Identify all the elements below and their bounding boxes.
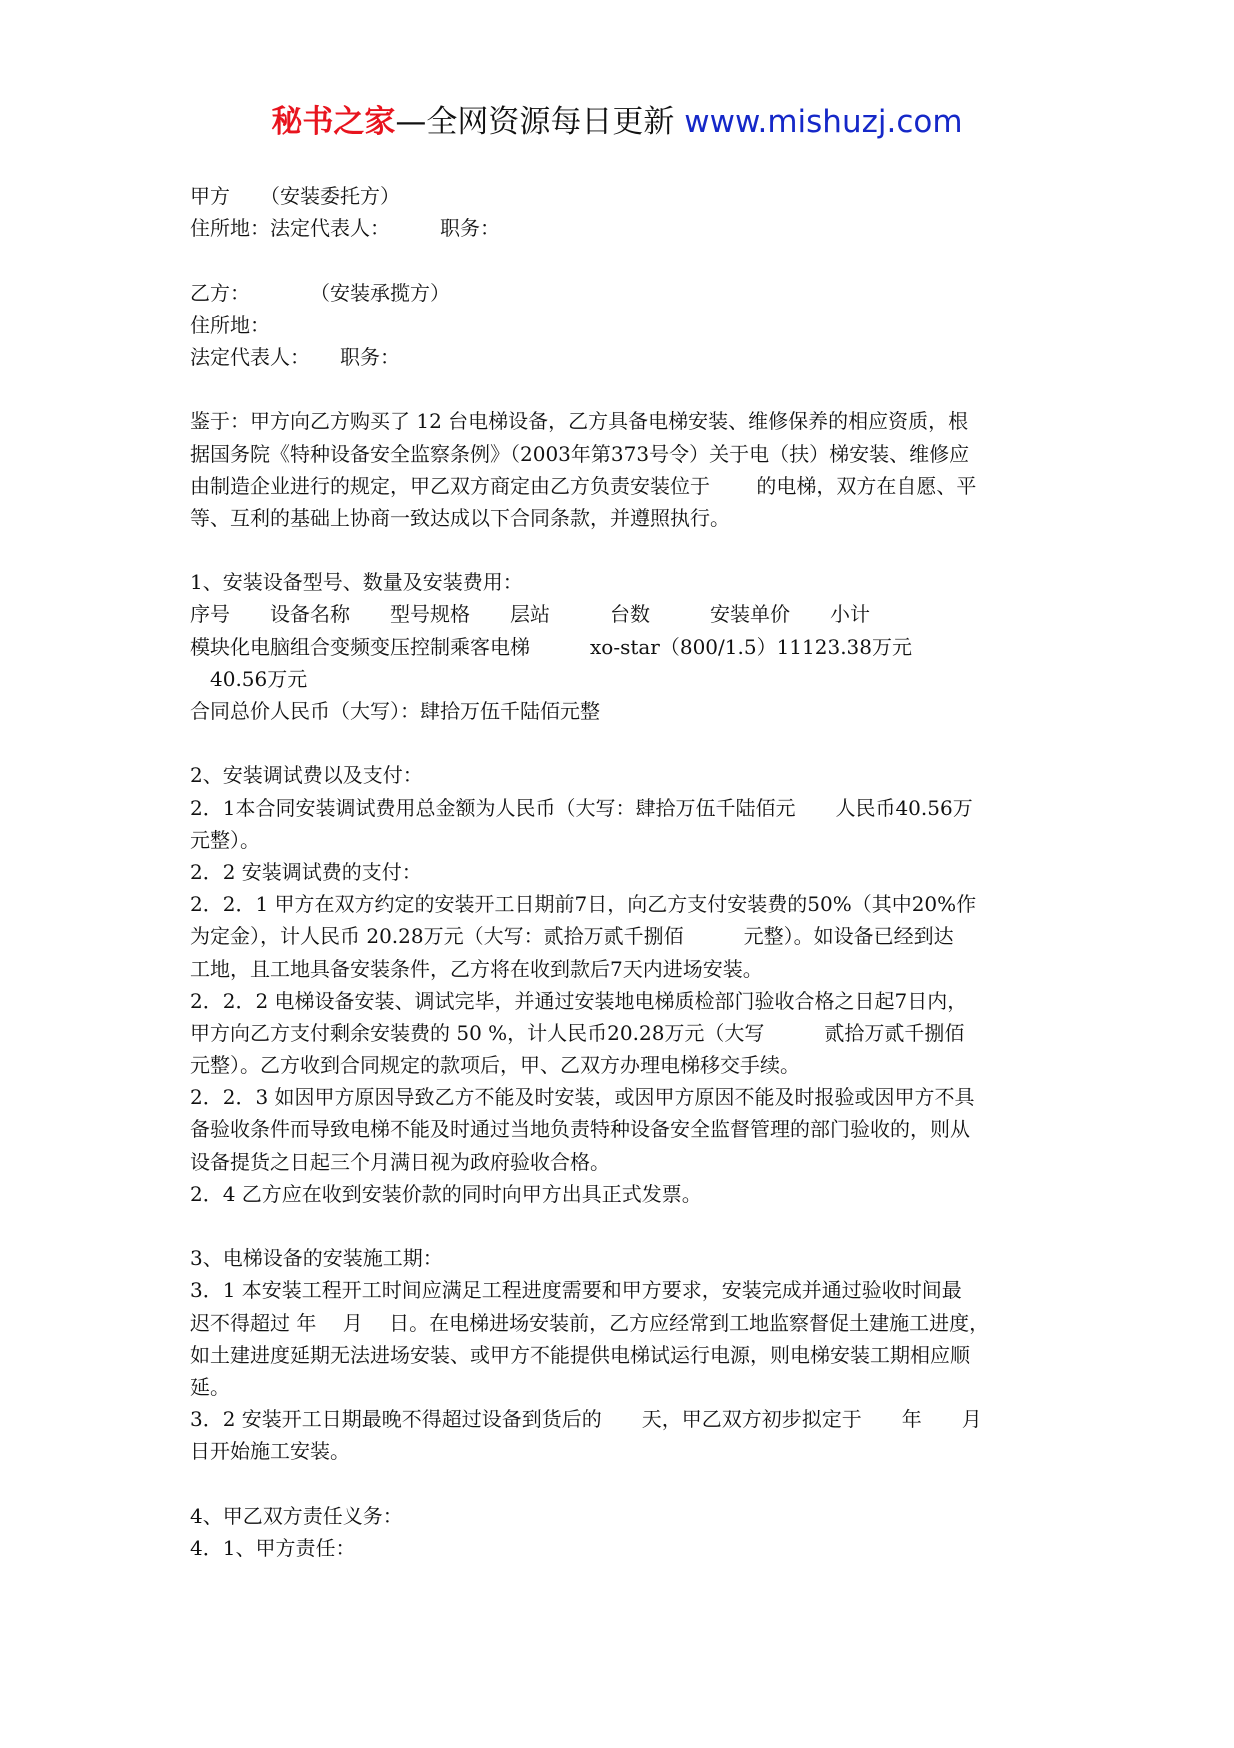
blank-line bbox=[190, 727, 1050, 759]
blank-line bbox=[190, 373, 1050, 405]
contract-body bbox=[190, 180, 1050, 1564]
banner-slogan: —全网资源每日更新 bbox=[395, 104, 675, 140]
text-line: 4．1、甲方责任： bbox=[190, 1535, 356, 1560]
text-line: 3．2 安装开工日期最晚不得超过设备到货后的 天，甲乙双方初步拟定于 年 月 bbox=[190, 1407, 982, 1432]
text-line: 4、甲乙双方责任义务： bbox=[190, 1503, 403, 1528]
text-line: 甲方 （安装委托方） bbox=[190, 184, 400, 208]
text-line: 2．4 乙方应在收到安装价款的同时向甲方出具正式发票。 bbox=[190, 1181, 702, 1206]
banner-url[interactable]: www.mishuzj.com bbox=[674, 104, 963, 140]
text-line: 迟不得超过 年 月 日。在电梯进场安装前，乙方应经常到工地监察督促土建施工进度， bbox=[190, 1310, 990, 1335]
blank-line bbox=[190, 534, 1050, 566]
text-line: 延。 bbox=[190, 1374, 230, 1399]
text-line: 法定代表人： 职务： bbox=[190, 344, 400, 369]
text-line: 元整）。乙方收到合同规定的款项后，甲、乙双方办理电梯移交手续。 bbox=[190, 1053, 800, 1078]
text-line: 为定金），计人民币 20.28万元（大写：贰拾万贰千捌佰 元整）。如设备已经到达 bbox=[190, 924, 954, 949]
text-line: 合同总价人民币（大写）：肆拾万伍千陆佰元整 bbox=[190, 699, 600, 723]
text-line: 3．1 本安装工程开工时间应满足工程进度需要和甲方要求，安装完成并通过验收时间最 bbox=[190, 1278, 962, 1303]
text-line: 乙方： （安装承揽方） bbox=[190, 280, 450, 305]
banner-brand: 秘书之家 bbox=[271, 104, 396, 140]
text-line: 备验收条件而导致电梯不能及时通过当地负责特种设备安全监督管理的部门验收的，则从 bbox=[190, 1117, 970, 1142]
text-line: 模块化电脑组合变频变压控制乘客电梯 xo-star（800/1.5）11123.38万元 bbox=[190, 634, 913, 659]
text-line: 序号 设备名称 型号规格 层站 台数 安装单价 小计 bbox=[190, 602, 870, 627]
text-line: 甲方向乙方支付剩余安装费的 50 %，计人民币20.28万元（大写 贰拾万贰千捌佰 bbox=[190, 1020, 965, 1045]
text-line: 由制造企业进行的规定，甲乙双方商定由乙方负责安装位于 的电梯，双方在自愿、平 bbox=[190, 473, 977, 498]
text-line: 40.56万元 bbox=[190, 666, 308, 691]
text-line: 2．2 安装调试费的支付： bbox=[190, 859, 422, 884]
blank-line bbox=[190, 244, 1050, 276]
text-line: 据国务院《特种设备安全监察条例》（2003年第373号令）关于电（扶）梯安装、维修应 bbox=[190, 441, 970, 466]
blank-line bbox=[190, 1210, 1050, 1242]
text-line: 2、安装调试费以及支付： bbox=[190, 763, 423, 788]
text-line: 住所地： bbox=[190, 312, 270, 337]
blank-line bbox=[190, 1468, 1050, 1500]
text-line: 如土建进度延期无法进场安装、或甲方不能提供电梯试运行电源，则电梯安装工期相应顺 bbox=[190, 1342, 970, 1367]
text-line: 等、互利的基础上协商一致达成以下合同条款，并遵照执行。 bbox=[190, 505, 730, 530]
text-line: 元整）。 bbox=[190, 827, 260, 852]
text-line: 2．1本合同安装调试费用总金额为人民币（大写：肆拾万伍千陆佰元 人民币40.56万 bbox=[190, 795, 973, 820]
text-line: 1、安装设备型号、数量及安装费用： bbox=[190, 570, 523, 595]
text-line: 住所地：法定代表人： 职务： bbox=[190, 216, 500, 241]
text-line: 设备提货之日起三个月满日视为政府验收合格。 bbox=[190, 1149, 610, 1174]
text-line: 2．2．2 电梯设备安装、调试完毕，并通过安装地电梯质检部门验收合格之日起7日内， bbox=[190, 988, 968, 1013]
site-banner bbox=[0, 100, 1234, 144]
text-line: 工地，且工地具备安装条件，乙方将在收到款后7天内进场安装。 bbox=[190, 956, 763, 981]
text-line: 日开始施工安装。 bbox=[190, 1439, 350, 1464]
text-line: 2．2．3 如因甲方原因导致乙方不能及时安装，或因甲方原因不能及时报验或因甲方不具 bbox=[190, 1085, 975, 1110]
text-line: 2．2．1 甲方在双方约定的安装开工日期前7日，向乙方支付安装费的50%（其中20%作 bbox=[190, 892, 977, 917]
text-line: 鉴于：甲方向乙方购买了 12 台电梯设备，乙方具备电梯安装、维修保养的相应资质，根 bbox=[190, 409, 969, 434]
text-line: 3、电梯设备的安装施工期： bbox=[190, 1246, 443, 1271]
